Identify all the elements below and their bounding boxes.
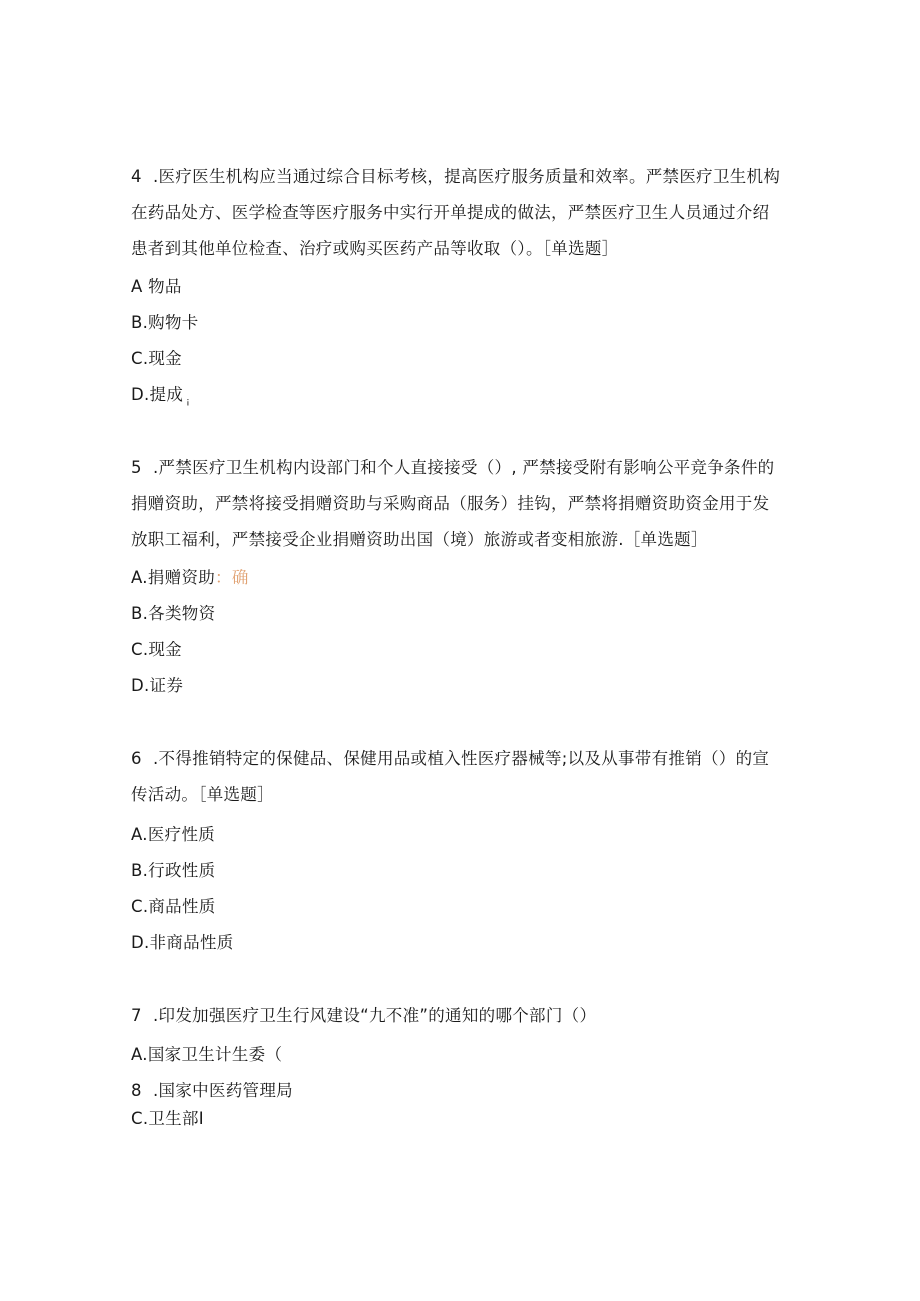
question-text: .严禁医疗卫生机构内设部门和个人直接接受（）, 严禁接受附有影响公平竞争条件的捐赠资助，严禁将接受捐赠资助与采购商品（服务）挂钩，严禁将捐赠资助资金用于发放职工福利，严禁接受企业捐赠资助出国（境）旅游或者变相旅游.［单选题］ (131, 458, 775, 549)
option-d: D.非商品性质 (131, 933, 234, 952)
option-b: B.行政性质 (131, 861, 216, 880)
question-6 (131, 741, 783, 813)
option-d: D.提成 $_¡$ (131, 385, 191, 407)
question-text: .印发加强医疗卫生行风建设“九不准”的通知的哪个部门（） (153, 1006, 597, 1025)
question-number: 4 (131, 167, 142, 186)
question-8 (131, 1073, 783, 1109)
option-c: C.现金 (131, 640, 182, 659)
option-a: A.医疗性质 (131, 825, 216, 844)
question-7 (131, 998, 783, 1034)
option-a: A 物品 (131, 277, 182, 296)
question-number: 6 (131, 749, 142, 768)
answer-note: ：确 (215, 568, 249, 587)
option-a: A.捐赠资助：确 (131, 568, 249, 587)
option-b: B.购物卡 (131, 313, 199, 332)
question-number: 5 (131, 458, 142, 477)
option-c: C.商品性质 (131, 897, 216, 916)
question-text: .不得推销特定的保健品、保健用品或植入性医疗器械等;以及从事带有推销（）的宣传活动。［单选题］ (131, 749, 770, 804)
question-text: .医疗医生机构应当通过综合目标考核，提高医疗服务质量和效率。严禁医疗卫生机构在药品处方、医学检查等医疗服务中实行开单提成的做法，严禁医疗卫生人员通过介绍患者到其他单位检查、治疗或购买医药产品等收取（）。［单选题］ (131, 167, 781, 258)
question-4 (131, 159, 783, 267)
option-a: A.国家卫生计生委（ (131, 1045, 283, 1064)
option-b: B.各类物资 (131, 604, 216, 623)
question-number: 7 (131, 1006, 142, 1025)
option-d: D.证券 (131, 676, 184, 695)
option-c: C.卫生部Ⅰ (131, 1109, 204, 1128)
option-c: C.现金 (131, 349, 182, 368)
stray-mark: ¡ (186, 397, 191, 407)
question-text: .国家中医药管理局 (153, 1081, 293, 1100)
question-number: 8 (131, 1081, 142, 1100)
question-5 (131, 450, 783, 558)
